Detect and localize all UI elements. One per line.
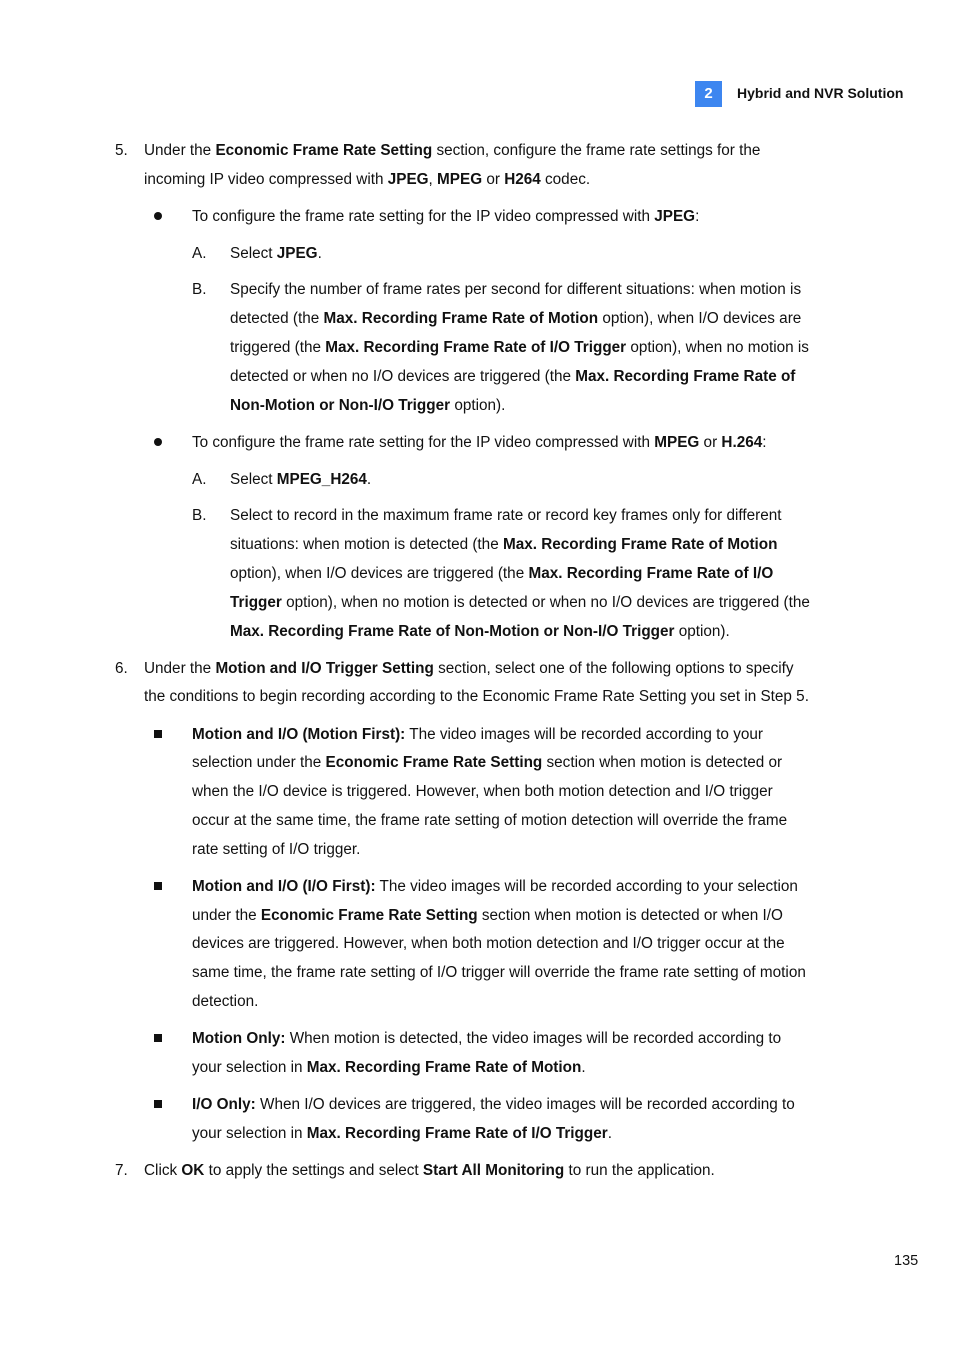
chapter-title: Hybrid and NVR Solution [737,85,904,101]
jpeg-substep-b-line-2 [230,310,801,328]
step-6-line-1 [144,660,794,678]
text-run: detected (the [230,310,324,327]
bold-term: Max. Recording Frame Rate of I/O [528,565,774,582]
bold-term: H.264 [721,434,763,451]
text-run: section, configure the frame rate settings for the [432,142,761,159]
text-run: option), when no motion is detected or when no I/O devices are triggered (the [281,594,810,611]
text-run: When motion is detected, the video images will be recorded according to [285,1030,782,1047]
bold-term: Economic Frame Rate Setting [260,907,478,924]
text-run: detected or when no I/O devices are triggered (the [230,368,576,385]
text-run: under the [192,907,261,924]
text-run: to apply the settings and select [204,1162,423,1179]
text-run: your selection in [192,1125,307,1142]
bold-term: MPEG [437,171,483,188]
option-io-first-line-1 [192,878,798,896]
text-run: section when motion is detected or when I/O [477,907,783,924]
page-number: 135 [894,1253,919,1269]
text-run: selection under the [192,754,326,771]
mpeg-substep-a-label: A. [192,471,207,488]
jpeg-substep-b-line-1 [230,281,801,299]
bold-term: Motion and I/O (I/O First): [192,878,376,895]
option-motion-only-line-2 [192,1059,586,1077]
text-run: option), when no motion is [626,339,809,356]
jpeg-substep-b-line-3 [230,339,809,357]
mpeg-bullet-text [192,434,767,452]
bold-term: Max. Recording Frame Rate of [575,368,796,385]
option-io-only-line-2 [192,1125,612,1143]
bold-term: Motion and I/O (Motion First): [192,726,406,743]
bold-term: MPEG_H264 [276,471,367,488]
text-run: . [607,1125,612,1142]
text-run: option), when I/O devices are [598,310,802,327]
bullet-square-icon [154,1100,162,1108]
option-io-first-line-3 [192,935,785,953]
step-5-number: 5. [115,142,128,159]
text-run: option). [674,623,730,640]
bold-term: Max. Recording Frame Rate of I/O Trigger [325,339,627,356]
bold-term: Max. Recording Frame Rate of Motion [323,310,599,327]
text-run: Select [230,245,277,262]
bold-term: Trigger [230,594,282,611]
text-run: rate setting of I/O trigger. [192,841,361,858]
text-run: To configure the frame rate setting for the IP video compressed with [192,434,655,451]
text-run: devices are triggered. However, when both motion detection and I/O trigger occur at the [192,935,785,952]
option-motion-first-line-1 [192,726,763,744]
text-run: . [366,471,372,488]
option-motion-first-line-3 [192,783,773,801]
bold-term: H264 [504,171,541,188]
bold-term: JPEG [276,245,318,262]
text-run: Click [144,1162,182,1179]
text-run: The video images will be recorded according to your selection [375,878,798,895]
option-motion-first-line-5 [192,841,360,859]
bold-term: OK [181,1162,205,1179]
bold-term: I/O Only: [192,1096,256,1113]
text-run: option), when I/O devices are triggered (the [230,565,529,582]
jpeg-substep-b-label: B. [192,281,207,298]
text-run: detection. [192,993,259,1010]
option-io-only-line-1 [192,1096,795,1114]
text-run: . [581,1059,586,1076]
bold-term: Motion and I/O Trigger Setting [215,660,434,677]
text-run: your selection in [192,1059,307,1076]
text-run: section, select one of the following options to specify [433,660,794,677]
text-run: codec. [540,171,591,188]
step-6-number: 6. [115,660,128,677]
text-run: : [762,434,767,451]
text-run: option). [450,397,506,414]
bullet-dot-icon [154,212,162,220]
option-motion-only-line-1 [192,1030,781,1048]
bold-term: Max. Recording Frame Rate of Non-Motion or Non-I/O Trigger [230,623,675,640]
bold-term: Economic Frame Rate Setting [325,754,543,771]
bullet-square-icon [154,882,162,890]
text-run: When I/O devices are triggered, the video images will be recorded according to [255,1096,795,1113]
jpeg-bullet-text [192,208,699,226]
bold-term: Max. Recording Frame Rate of I/O Trigger [306,1125,608,1142]
mpeg-substep-b-label: B. [192,507,207,524]
step-5-line-2 [144,171,590,189]
option-motion-first-line-4 [192,812,787,830]
text-run: incoming IP video compressed with [144,171,388,188]
text-run: : [695,208,700,225]
chapter-number-badge: 2 [695,81,722,107]
text-run: situations: when motion is detected (the [230,536,503,553]
text-run: Specify the number of frame rates per second for different situations: when motion is [230,281,802,298]
jpeg-substep-a [230,245,322,263]
step-7-number: 7. [115,1162,128,1179]
mpeg-substep-b-line-5 [230,623,730,641]
mpeg-substep-b-line-1 [230,507,781,525]
bullet-square-icon [154,730,162,738]
text-run: or [482,171,505,188]
text-run: Select to record in the maximum frame rate or record key frames only for different [230,507,782,524]
jpeg-substep-b-line-4 [230,368,795,386]
step-7-line-1 [144,1162,715,1180]
text-run: section when motion is detected or [542,754,783,771]
bullet-dot-icon [154,438,162,446]
text-run: to run the application. [564,1162,715,1179]
option-io-first-line-2 [192,907,783,925]
bold-term: JPEG [387,171,429,188]
text-run: occur at the same time, the frame rate setting of motion detection will override the frame [192,812,788,829]
jpeg-substep-a-label: A. [192,245,207,262]
step-6-line-2 [144,688,809,706]
option-io-first-line-5 [192,993,258,1011]
text-run: . [317,245,322,262]
step-5-line-1 [144,142,760,160]
bold-term: Max. Recording Frame Rate of Motion [502,536,778,553]
mpeg-substep-b-line-2 [230,536,777,554]
bold-term: Economic Frame Rate Setting [215,142,433,159]
text-run: , [428,171,438,188]
bold-term: Non-Motion or Non-I/O Trigger [230,397,451,414]
text-run: same time, the frame rate setting of I/O trigger will override the frame rate setting of motion [192,964,806,981]
bullet-square-icon [154,1034,162,1042]
text-run: The video images will be recorded according to your [405,726,763,743]
text-run: or [699,434,722,451]
bold-term: JPEG [654,208,696,225]
bold-term: Start All Monitoring [422,1162,565,1179]
bold-term: MPEG [654,434,700,451]
jpeg-substep-b-line-5 [230,397,505,415]
option-io-first-line-4 [192,964,806,982]
text-run: Under the [144,660,216,677]
option-motion-first-line-2 [192,754,782,772]
text-run: the conditions to begin recording according to the Economic Frame Rate Setting you set in Step 5. [144,688,809,705]
bold-term: Max. Recording Frame Rate of Motion [306,1059,582,1076]
mpeg-substep-a [230,471,371,489]
text-run: when the I/O device is triggered. However, when both motion detection and I/O trigger [192,783,773,800]
text-run: Select [230,471,277,488]
bold-term: Motion Only: [192,1030,286,1047]
mpeg-substep-b-line-4 [230,594,810,612]
text-run: triggered (the [230,339,326,356]
text-run: Under the [144,142,216,159]
text-run: To configure the frame rate setting for the IP video compressed with [192,208,655,225]
mpeg-substep-b-line-3 [230,565,773,583]
